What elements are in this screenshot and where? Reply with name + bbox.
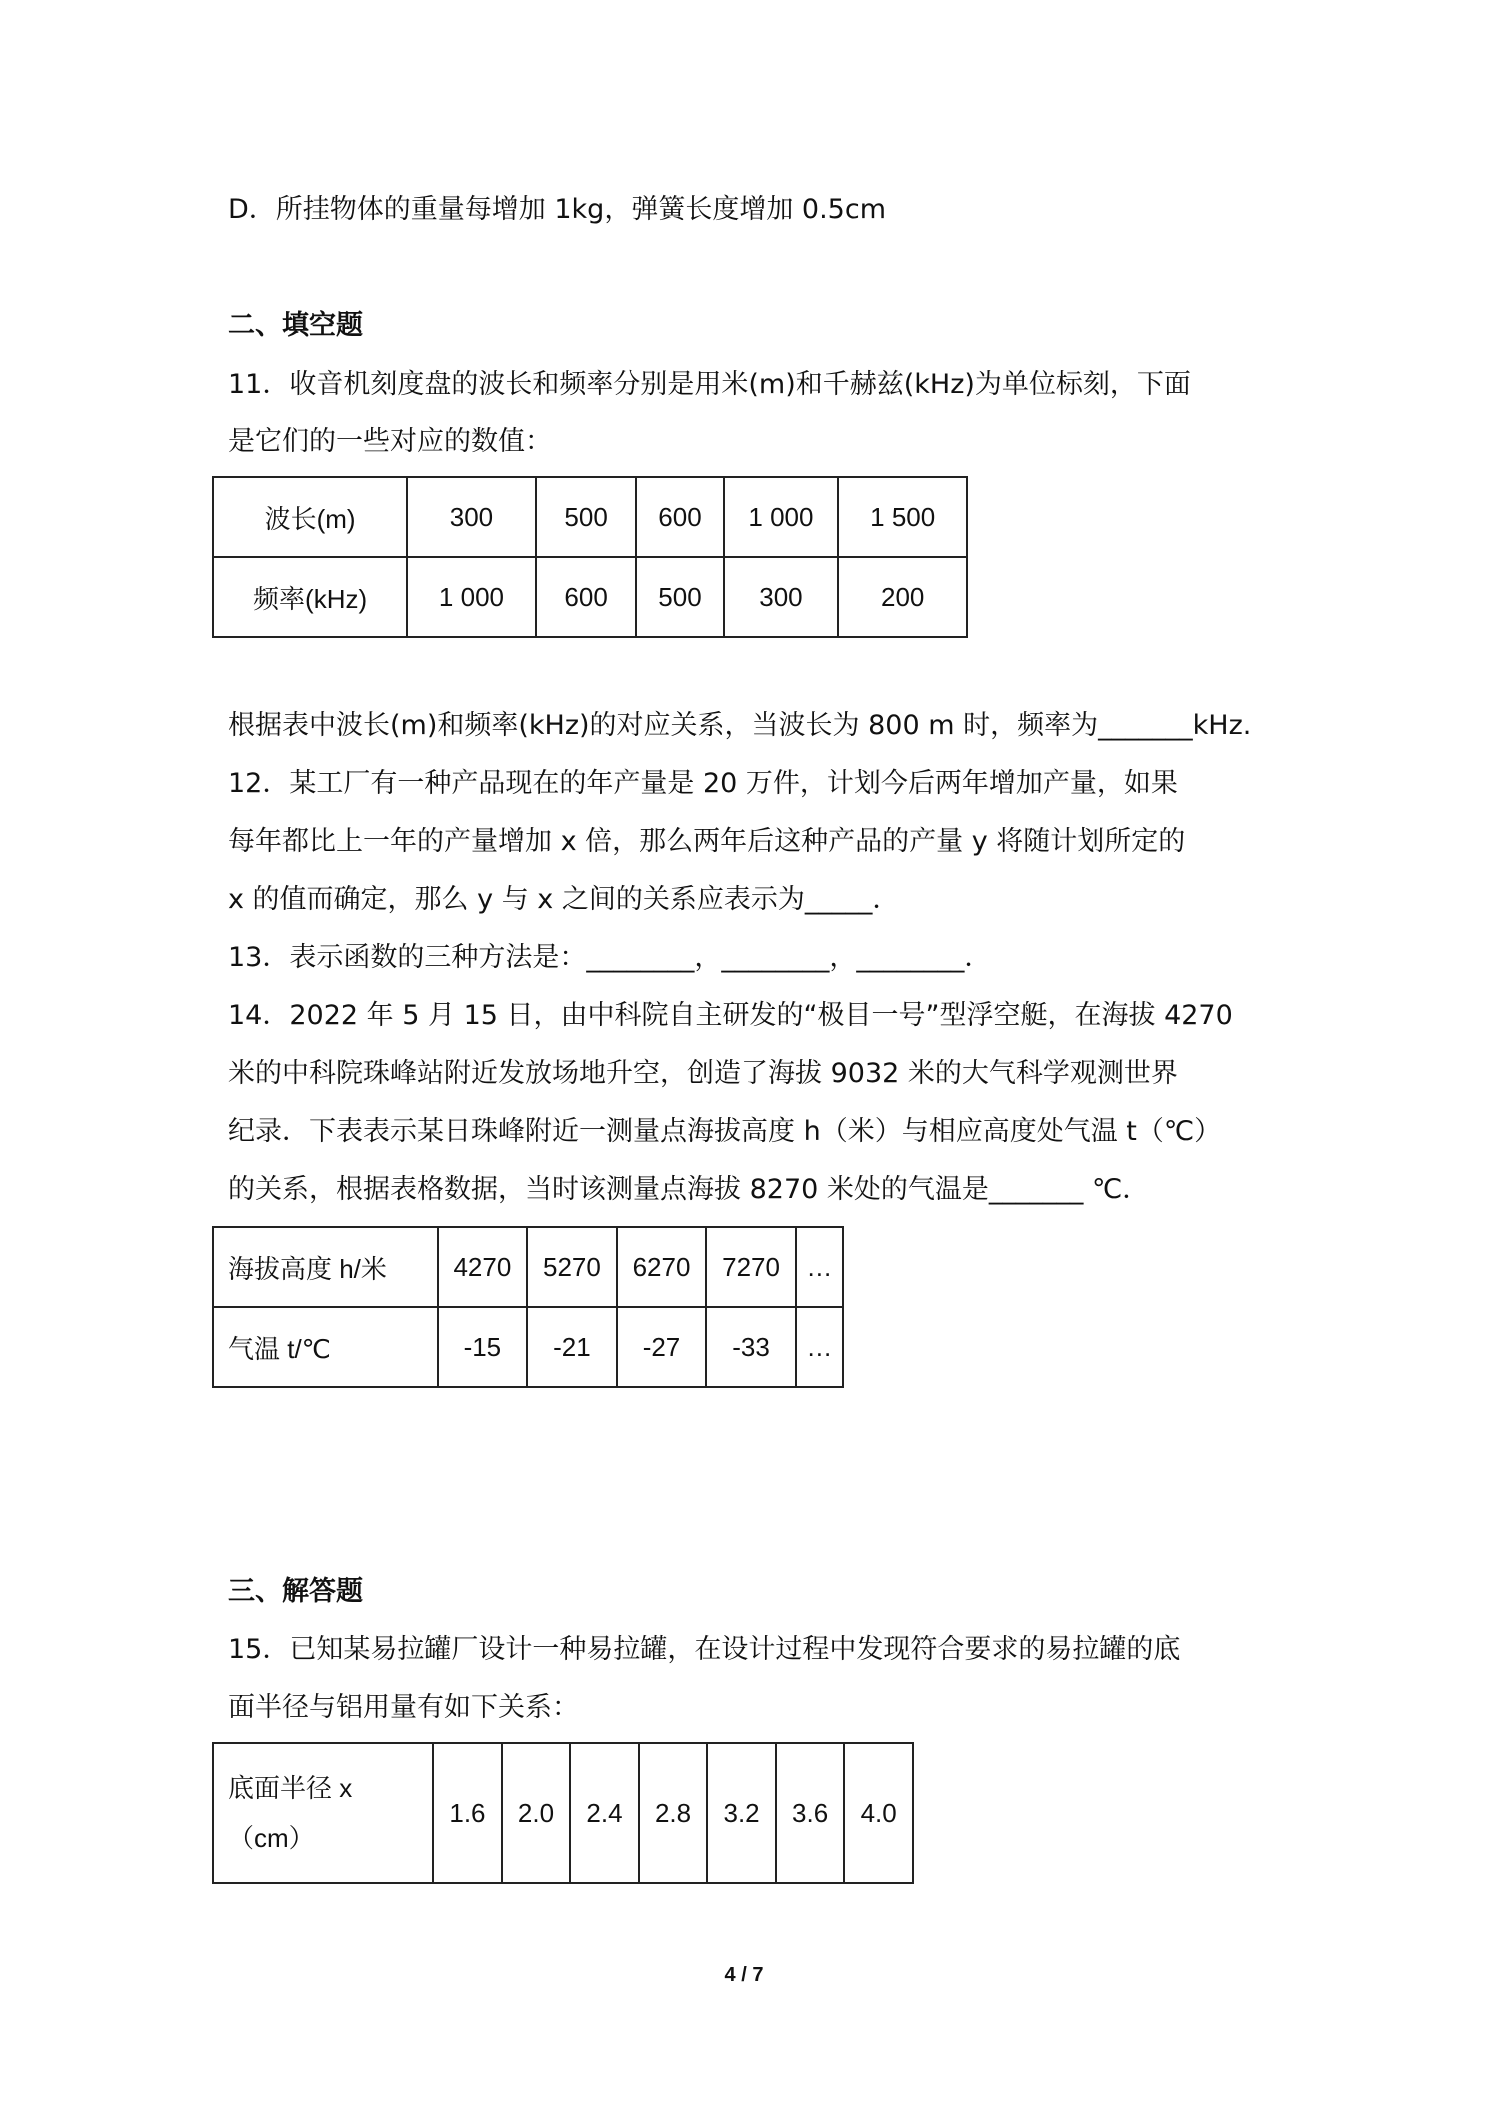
table-cell: 海拔高度 h/米 <box>213 1227 438 1307</box>
header-line-2: （cm） <box>228 1823 315 1853</box>
table-cell: 1 000 <box>407 557 536 637</box>
table-cell: 600 <box>536 557 637 637</box>
table-cell: 2.0 <box>502 1743 571 1883</box>
table-cell: … <box>796 1307 843 1387</box>
option-d: D．所挂物体的重量每增加 1kg，弹簧长度增加 0.5cm <box>228 194 886 225</box>
table-cell: 波长(m) <box>213 477 407 557</box>
table-cell: 6270 <box>617 1227 707 1307</box>
q14-table-row <box>213 1307 843 1387</box>
table-cell: 7270 <box>706 1227 796 1307</box>
q15-table-row <box>213 1743 913 1883</box>
q11-table-row <box>213 557 967 637</box>
q14-line-3: 纪录．下表表示某日珠峰附近一测量点海拔高度 h（米）与相应高度处气温 t（℃） <box>228 1116 1222 1147</box>
q14-line-1: 14．2022 年 5 月 15 日，由中科院自主研发的“极目一号”型浮空艇，在海拔 4270 <box>228 1000 1233 1031</box>
table-cell: 2.8 <box>639 1743 708 1883</box>
table-cell: -33 <box>706 1307 796 1387</box>
table-cell: -15 <box>438 1307 528 1387</box>
q15-line-1: 15．已知某易拉罐厂设计一种易拉罐，在设计过程中发现符合要求的易拉罐的底 <box>228 1634 1181 1665</box>
q11-table-row <box>213 477 967 557</box>
q14-table-row <box>213 1227 843 1307</box>
table-cell: 600 <box>636 477 723 557</box>
table-cell: 300 <box>407 477 536 557</box>
table-cell: 1 000 <box>724 477 839 557</box>
q11-line-2: 是它们的一些对应的数值： <box>228 426 552 457</box>
table-cell: 500 <box>536 477 637 557</box>
q14-line-2: 米的中科院珠峰站附近发放场地升空，创造了海拔 9032 米的大气科学观测世界 <box>228 1058 1178 1089</box>
table-cell: 4270 <box>438 1227 528 1307</box>
table-cell: 气温 t/℃ <box>213 1307 438 1387</box>
q12-line-1: 12．某工厂有一种产品现在的年产量是 20 万件，计划今后两年增加产量，如果 <box>228 768 1178 799</box>
q15-line-2: 面半径与铝用量有如下关系： <box>228 1692 579 1723</box>
table-cell: 3.6 <box>776 1743 845 1883</box>
q15-table <box>212 1742 914 1884</box>
table-cell: 1.6 <box>433 1743 502 1883</box>
header-line-1: 底面半径 x <box>228 1773 353 1803</box>
table-cell: 300 <box>724 557 839 637</box>
section-heading-answer: 三、解答题 <box>228 1576 363 1607</box>
q14-table <box>212 1226 844 1388</box>
table-cell: 5270 <box>527 1227 617 1307</box>
q14-line-4: 的关系，根据表格数据，当时该测量点海拔 8270 米处的气温是_______ ℃． <box>228 1174 1150 1205</box>
table-cell: 500 <box>636 557 723 637</box>
table-cell: 200 <box>838 557 967 637</box>
page-number: 4 / 7 <box>724 1964 764 1986</box>
table-header-cell <box>213 1743 433 1883</box>
table-cell: 频率(kHz) <box>213 557 407 637</box>
q11-question-text: 根据表中波长(m)和频率(kHz)的对应关系，当波长为 800 m 时，频率为 <box>228 710 1099 741</box>
table-cell: 3.2 <box>707 1743 776 1883</box>
table-cell: 4.0 <box>844 1743 913 1883</box>
q11-table <box>212 476 968 638</box>
q11-question <box>228 706 1251 746</box>
q12-line-3: x 的值而确定，那么 y 与 x 之间的关系应表示为_____． <box>228 884 900 915</box>
q11-line-1: 11．收音机刻度盘的波长和频率分别是用米(m)和千赫兹(kHz)为单位标刻，下面 <box>228 369 1191 400</box>
table-cell: 1 500 <box>838 477 967 557</box>
table-cell: … <box>796 1227 843 1307</box>
table-cell: -21 <box>527 1307 617 1387</box>
table-cell: -27 <box>617 1307 707 1387</box>
answer-blank: _______ <box>1098 710 1193 741</box>
q13-line-1: 13．表示函数的三种方法是：________，________，________． <box>228 942 992 973</box>
section-heading-fill-in: 二、填空题 <box>228 310 363 341</box>
table-cell: 2.4 <box>570 1743 639 1883</box>
unit-label: kHz. <box>1192 710 1252 741</box>
q12-line-2: 每年都比上一年的产量增加 x 倍，那么两年后这种产品的产量 y 将随计划所定的 <box>228 826 1186 857</box>
